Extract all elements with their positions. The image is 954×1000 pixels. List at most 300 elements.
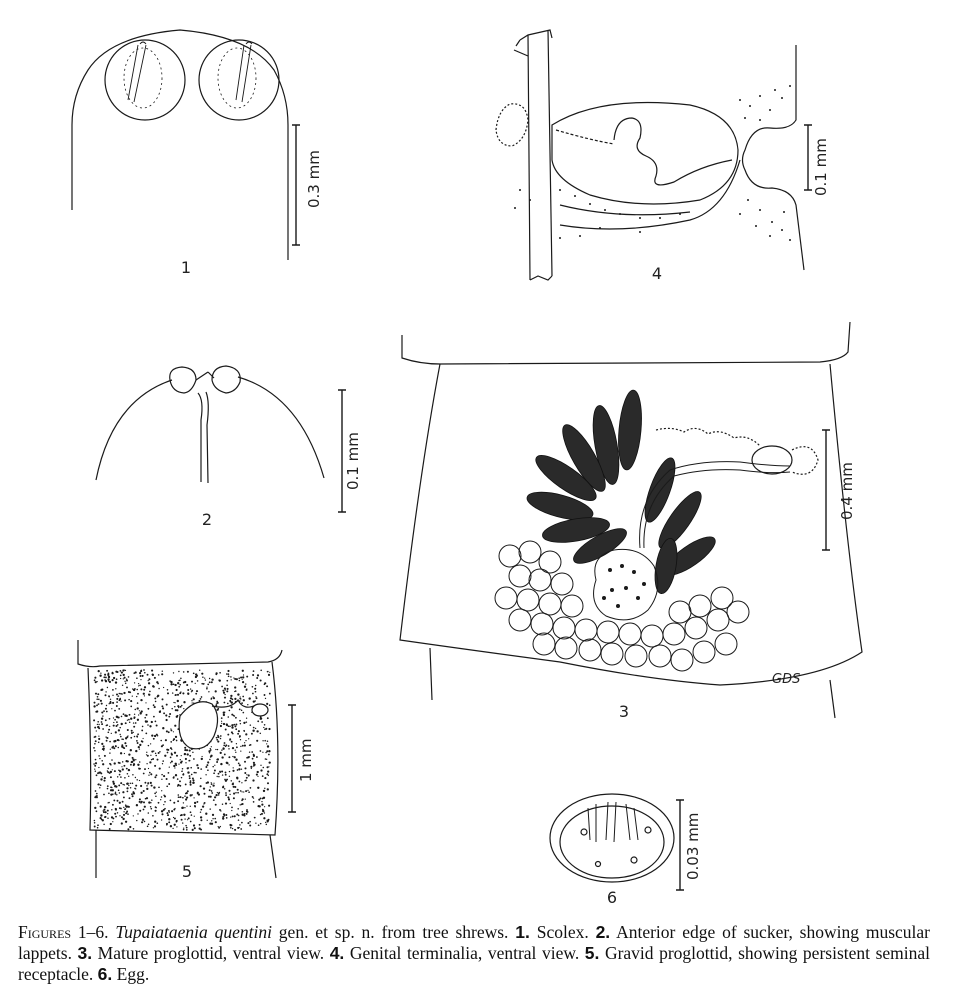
stipple-dot (99, 675, 101, 677)
stipple-dot (243, 722, 245, 724)
caption-item-text: Anterior edge of sucker, showing muscular lappets. (18, 922, 930, 963)
stipple-dot (220, 810, 221, 811)
stipple-dot (266, 766, 268, 768)
stipple-dot (225, 729, 227, 731)
stipple-dot (120, 782, 122, 784)
stipple-dot (194, 802, 196, 804)
stipple-dot (101, 718, 103, 720)
stipple-dot (216, 776, 217, 777)
stipple-dot (139, 768, 141, 770)
stipple-dot (173, 684, 174, 685)
stipple-dot (251, 751, 253, 753)
stipple-dot (200, 778, 201, 779)
stipple-dot (112, 804, 114, 806)
stipple-dot (181, 705, 183, 707)
stipple-dot (146, 752, 147, 753)
stipple-dot (256, 677, 258, 679)
stipple-dot (93, 705, 95, 707)
stipple-dot (233, 715, 235, 717)
stipple-dot (193, 797, 194, 798)
stipple-dot (247, 811, 249, 813)
stipple-dot (140, 679, 141, 680)
stipple-dot (113, 740, 115, 742)
stipple-dot (94, 677, 96, 679)
stipple-dot (151, 759, 152, 760)
stipple-dot (168, 716, 170, 718)
stipple-dot (261, 813, 263, 815)
stipple-dot (117, 812, 118, 813)
stipple-dot (209, 789, 211, 791)
stipple-dot (150, 808, 152, 810)
stipple-dot (215, 673, 217, 675)
stipple-dot (116, 705, 118, 707)
stipple-dot (257, 787, 259, 789)
stipple-dot (195, 693, 197, 695)
stipple-dot (139, 672, 141, 674)
stipple-dot (192, 829, 194, 831)
stipple-dot (193, 824, 195, 826)
stipple-dot (127, 720, 128, 721)
stipple-dot (140, 785, 142, 787)
stipple-dot (224, 697, 226, 699)
stipple-dot (128, 776, 129, 777)
stipple-dot (187, 767, 189, 769)
stipple-dot (162, 670, 163, 671)
stipple-dot (94, 820, 96, 822)
stipple-dot (163, 775, 165, 777)
stipple-dot (228, 675, 230, 677)
stipple-dot (149, 725, 151, 727)
stipple-dot (177, 784, 179, 786)
stipple-dot (107, 674, 109, 676)
stipple-dot (231, 810, 232, 811)
stipple-dot (203, 803, 204, 804)
stipple-dot (175, 702, 176, 703)
stipple-dot (157, 735, 158, 736)
stipple-dot (94, 750, 96, 752)
stipple-dot (240, 750, 241, 751)
stipple-dot (219, 672, 221, 674)
stipple-dot (173, 702, 174, 703)
stipple-dot (221, 723, 222, 724)
stipple-dot (269, 761, 271, 763)
stipple-dot (94, 765, 96, 767)
stipple-dot (228, 798, 230, 800)
stipple-dot (118, 789, 120, 791)
stipple-dot (167, 689, 169, 691)
stipple-dot (100, 778, 102, 780)
stipple-dot (135, 777, 136, 778)
stipple-dot (192, 752, 193, 753)
stipple-dot (241, 791, 242, 792)
stipple-dot (123, 765, 125, 767)
stipple-dot (155, 721, 157, 723)
stipple-dot (173, 777, 175, 779)
stipple-dot (93, 763, 95, 765)
stipple-dot (98, 742, 100, 744)
stipple-dot (239, 764, 241, 766)
stipple-dot (234, 786, 236, 788)
stipple-dot (189, 775, 191, 777)
stipple-dot (134, 788, 136, 790)
stipple-dot (238, 819, 240, 821)
stipple-dot (230, 803, 231, 804)
stipple-dot (183, 827, 184, 828)
stipple-dot (150, 743, 151, 744)
stipple-dot (100, 784, 102, 786)
stipple-dot (130, 700, 132, 702)
stipple-dot (116, 693, 118, 695)
stipple-dot (236, 746, 238, 748)
stipple-dot (231, 726, 233, 728)
stipple-dot (140, 675, 142, 677)
stipple-dot (98, 704, 99, 705)
stipple-dot (241, 822, 243, 824)
stipple-dot (155, 701, 157, 703)
stipple-dot (268, 754, 270, 756)
stipple-dot (94, 822, 96, 824)
stipple-dot (161, 819, 162, 820)
stipple-dot (138, 714, 139, 715)
stipple-dot (250, 724, 252, 726)
stipple-dot (175, 764, 177, 766)
stipple-dot (137, 742, 139, 744)
stipple-dot (101, 723, 103, 725)
stipple-dot (164, 755, 166, 757)
stipple-dot (97, 802, 99, 804)
stipple-dot (220, 763, 222, 765)
stipple-dot (237, 789, 239, 791)
stipple-dot (250, 744, 252, 746)
stipple-dot (172, 828, 173, 829)
stipple-dot (239, 781, 241, 783)
stipple-dot (176, 821, 178, 823)
stipple-dot (219, 679, 221, 681)
stipple-dot (267, 782, 269, 784)
stipple-dot (177, 694, 179, 696)
stipple-dot (245, 790, 247, 792)
stipple-dot (205, 766, 207, 768)
stipple-dot (215, 821, 217, 823)
stipple-dot (180, 691, 181, 692)
stipple-dot (264, 788, 265, 789)
stipple-dot (236, 777, 238, 779)
stipple-dot (159, 711, 161, 713)
stipple-dot (166, 824, 168, 826)
stipple-dot (99, 758, 100, 759)
stipple-dot (227, 734, 229, 736)
stipple-dot (142, 675, 144, 677)
stipple-dot (123, 807, 124, 808)
stipple-dot (107, 813, 108, 814)
stipple-dot (104, 806, 106, 808)
stipple-dot (122, 761, 123, 762)
stipple-dot (115, 725, 117, 727)
stipple-dot (110, 749, 111, 750)
stipple-dot (118, 762, 120, 764)
stipple-dot (183, 671, 185, 673)
stipple-dot (133, 732, 134, 733)
stipple-dot (143, 790, 145, 792)
stipple-dot (109, 828, 111, 830)
stipple-dot (212, 766, 214, 768)
vitellarium-stipple (602, 564, 646, 608)
stipple-dot (240, 790, 242, 792)
stipple-dot (244, 686, 246, 688)
stipple-dot (95, 711, 97, 713)
stipple-dot (232, 733, 234, 735)
stipple-dot (190, 806, 191, 807)
stipple-dot (229, 771, 230, 772)
stipple-dot (171, 754, 173, 756)
stipple-dot (155, 755, 157, 757)
stipple-dot (119, 802, 121, 804)
stipple-dot (211, 783, 213, 785)
stipple-dot (200, 819, 202, 821)
stipple-dot (174, 684, 176, 686)
stipple-dot (164, 795, 166, 797)
stipple-dot (204, 678, 205, 679)
stipple-dot (268, 805, 270, 807)
stipple-dot (208, 796, 210, 798)
stipple-dot (226, 680, 228, 682)
stipple-dot (154, 793, 156, 795)
stipple-dot (184, 818, 185, 819)
stipple-dot (241, 702, 243, 704)
stipple-dot (232, 828, 233, 829)
figure-2-sucker-edge (96, 366, 346, 512)
stipple-dot (115, 809, 117, 811)
stipple-dot (264, 728, 266, 730)
stipple-dot (237, 733, 239, 735)
stipple-dot (246, 813, 248, 815)
stipple-dot (135, 671, 137, 673)
stipple-dot (155, 795, 157, 797)
stipple-dot (152, 685, 154, 687)
stipple-dot (242, 803, 244, 805)
figure-5-gravid-proglottid (78, 640, 296, 878)
stipple-dot (233, 793, 235, 795)
stipple-dot (131, 793, 133, 795)
stipple-dot (205, 774, 206, 775)
figure-1-scale-label: 0.3 mm (305, 150, 323, 208)
stipple-dot (186, 797, 188, 799)
stipple-dot (244, 767, 246, 769)
stipple-dot (158, 786, 160, 788)
stipple-dot (169, 766, 170, 767)
stipple-dot (109, 726, 110, 727)
stipple-dot (218, 827, 220, 829)
stipple-dot (236, 813, 238, 815)
stipple-dot (137, 702, 139, 704)
stipple-dot (158, 688, 160, 690)
stipple-dot (98, 698, 100, 700)
stipple-dot (214, 770, 216, 772)
stipple-dot (100, 772, 102, 774)
stipple-dot (192, 779, 194, 781)
stipple-dot (113, 783, 115, 785)
stipple-dot (209, 759, 210, 760)
stipple-dot (213, 799, 215, 801)
stipple-dot (137, 719, 139, 721)
stipple-dot (97, 693, 99, 695)
stipple-dot (113, 722, 114, 723)
stipple-dot (97, 726, 99, 728)
stipple-dot (249, 756, 250, 757)
stipple-dot (97, 724, 98, 725)
stipple-dot (127, 773, 129, 775)
stipple-dot (157, 696, 159, 698)
stipple-dot (207, 761, 209, 763)
stipple-dot (247, 790, 248, 791)
stipple-dot (118, 747, 120, 749)
stipple-dot (245, 733, 247, 735)
stipple-dot (118, 784, 120, 786)
stipple-dot (202, 677, 203, 678)
stipple-dot (193, 698, 195, 700)
stipple-dot (144, 768, 146, 770)
stipple-dot (257, 776, 258, 777)
stipple-dot (180, 678, 182, 680)
stipple-dot (252, 779, 254, 781)
stipple-dot (96, 793, 98, 795)
stipple-dot (239, 827, 240, 828)
stipple-dot (223, 723, 225, 725)
stipple-dot (108, 729, 110, 731)
stipple-dot (168, 772, 170, 774)
stipple-dot (119, 792, 120, 793)
stipple-dot (111, 672, 113, 674)
stipple-dot (180, 706, 182, 708)
stipple-dot (233, 677, 234, 678)
stipple-dot (184, 749, 186, 751)
stipple-dot (186, 684, 188, 686)
stipple-dot (192, 778, 194, 780)
stipple-dot (182, 692, 184, 694)
stipple-dot (158, 674, 160, 676)
figure-1-scolex (72, 30, 300, 260)
stipple-dot (239, 709, 241, 711)
stipple-dot (115, 681, 117, 683)
stipple-dot (148, 680, 149, 681)
figure-2-scale-label: 0.1 mm (344, 432, 362, 490)
stipple-dot (94, 826, 96, 828)
caption-item-number: 6. (97, 964, 113, 984)
stipple-dot (178, 671, 179, 672)
stipple-dot (239, 824, 241, 826)
stipple-dot (194, 816, 195, 817)
stipple-dot (184, 807, 185, 808)
stipple-dot (168, 821, 170, 823)
stipple-dot (134, 682, 135, 683)
stipple-dot (240, 698, 241, 699)
stipple-dot (242, 670, 244, 672)
stipple-dot (121, 766, 122, 767)
stipple-dot (136, 820, 137, 821)
stipple-dot (184, 795, 186, 797)
stipple-dot (132, 759, 133, 760)
stipple-dot (257, 771, 259, 773)
stipple-dot (141, 821, 143, 823)
stipple-dot (177, 682, 179, 684)
stipple-dot (222, 816, 224, 818)
stipple-dot (172, 692, 173, 693)
stipple-dot (97, 824, 99, 826)
stipple-dot (140, 688, 142, 690)
stipple-dot (109, 752, 110, 753)
stipple-dot (143, 669, 145, 671)
figure-2-number: 2 (201, 510, 213, 529)
stipple-dot (229, 794, 230, 795)
stipple-dot (167, 814, 169, 816)
stipple-dot (185, 825, 187, 827)
stipple-dot (168, 783, 170, 785)
stipple-dot (144, 806, 146, 808)
stipple-dot (130, 706, 132, 708)
stipple-dot (227, 796, 229, 798)
stipple-dot (182, 807, 184, 809)
stipple-dot (211, 792, 213, 794)
stipple-dot (180, 759, 181, 760)
stipple-dot (132, 795, 134, 797)
stipple-dot (227, 703, 229, 705)
stipple-dot (151, 734, 153, 736)
stipple-dot (252, 693, 254, 695)
stipple-dot (103, 780, 105, 782)
uterine-eggs-stipple (93, 669, 271, 831)
stipple-dot (121, 744, 123, 746)
stipple-dot (252, 796, 254, 798)
figure-caption (18, 922, 930, 985)
stipple-dot (222, 804, 223, 805)
stipple-dot (209, 681, 211, 683)
stipple-dot (183, 701, 185, 703)
stipple-dot (122, 801, 124, 803)
stipple-dot (190, 688, 191, 689)
stipple-dot (190, 811, 192, 813)
stipple-dot (194, 827, 196, 829)
stipple-dot (193, 672, 195, 674)
stipple-dot (143, 801, 145, 803)
stipple-dot (143, 693, 145, 695)
stipple-dot (136, 735, 138, 737)
stipple-dot (120, 701, 121, 702)
stipple-dot (211, 790, 213, 792)
stipple-dot (243, 674, 244, 675)
stipple-dot (104, 777, 106, 779)
stipple-dot (106, 670, 108, 672)
stipple-dot (241, 800, 243, 802)
stipple-dot (105, 694, 107, 696)
stipple-dot (264, 812, 265, 813)
stipple-dot (115, 731, 117, 733)
stipple-dot (110, 823, 112, 825)
stipple-dot (234, 756, 236, 758)
stipple-dot (159, 751, 161, 753)
stipple-dot (253, 801, 255, 803)
stipple-dot (136, 689, 138, 691)
stipple-dot (125, 760, 127, 762)
stipple-dot (230, 827, 232, 829)
stipple-dot (145, 702, 146, 703)
stipple-dot (221, 686, 223, 688)
stipple-dot (154, 706, 156, 708)
stipple-dot (94, 702, 96, 704)
stipple-dot (264, 724, 266, 726)
stipple-dot (103, 676, 105, 678)
stipple-dot (139, 780, 140, 781)
stipple-dot (116, 678, 118, 680)
